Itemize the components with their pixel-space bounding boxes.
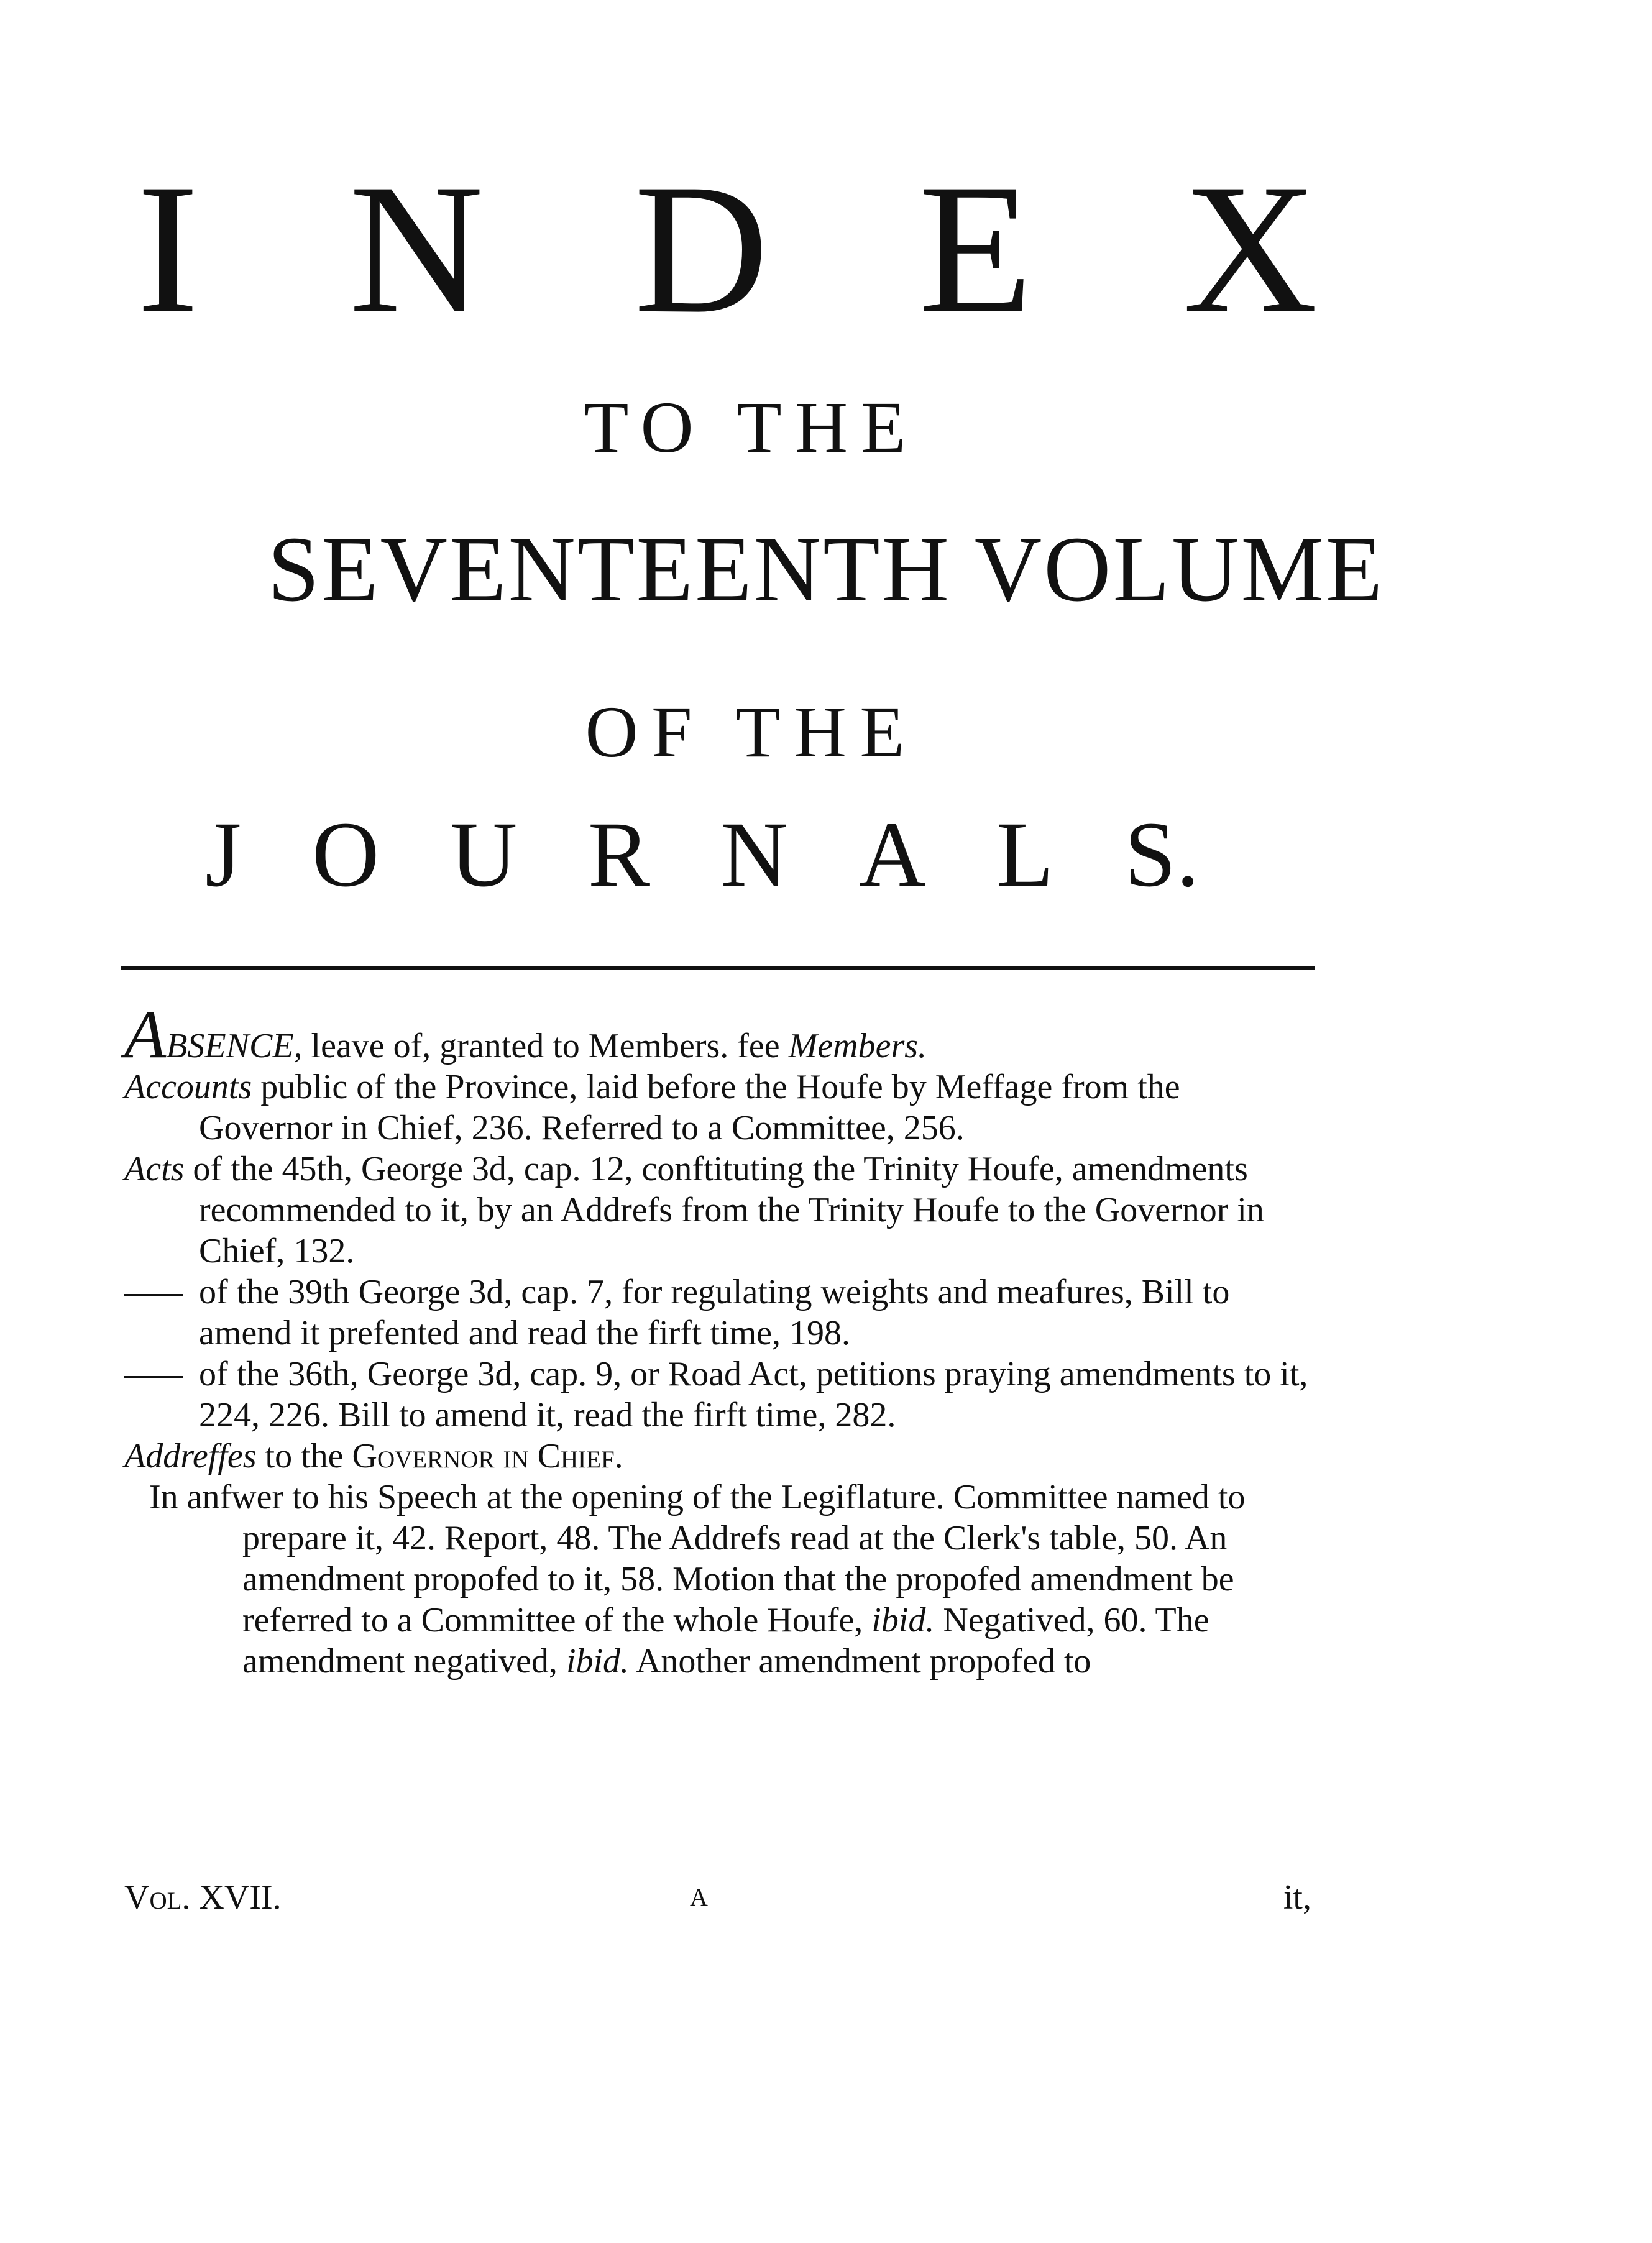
journals-letter: R <box>588 803 651 906</box>
journals-letter: L <box>996 803 1054 906</box>
entry-small-caps: Governor in Chief. <box>352 1437 623 1475</box>
entry-text: Another amendment propofed to <box>629 1642 1091 1681</box>
entry-ibid: ibid. <box>566 1642 630 1681</box>
catchword: it, <box>1283 1878 1311 1917</box>
journals-letter: S. <box>1124 803 1200 906</box>
entry-text: In anfwer to his Speech at the opening of the Legiflature. Committee named to prepare it, 42. Report, 48. The Addrefs read at the Clerk's table, 50. An amendment propofed to it, 58. Motion that the propofed amendment be referred to a Committee of the whole Houfe, <box>149 1478 1246 1640</box>
entry-text: of the 39th George 3d, cap. 7, for regulating weights and meafures, Bill to amend it prefented and read the firft time, 198. <box>199 1273 1230 1352</box>
entry-text: Negatived, 60. The amendment negatived, <box>242 1601 1209 1681</box>
index-entry-acts-continued <box>124 1354 1311 1436</box>
entry-text: to the <box>256 1437 352 1475</box>
volume-number: Vol. XVII. <box>124 1878 282 1917</box>
entry-keyword: BSENCE, <box>166 1027 303 1065</box>
entry-text: public of the Province, laid before the Houfe by Meffage from the Governor in Chief, 236. Referred to a Committee, 256. <box>199 1068 1180 1147</box>
entry-keyword: Addreffes <box>124 1437 257 1475</box>
entry-keyword: Accounts <box>124 1068 252 1106</box>
title-rule <box>121 966 1315 970</box>
journals-letter: A <box>858 803 927 906</box>
entry-ibid: ibid. <box>871 1601 935 1640</box>
to-the-line: TO THE <box>584 387 919 468</box>
journals-letter: N <box>720 803 789 906</box>
of-the-line: OF THE <box>585 691 918 773</box>
index-subentry-speech-answer <box>124 1477 1311 1682</box>
index-entry-absence <box>124 996 1311 1072</box>
entry-cross-reference: Members. <box>788 1027 927 1065</box>
journals-letter: J <box>205 803 242 906</box>
entry-keyword: Acts <box>124 1150 185 1188</box>
journals-letter: O <box>312 803 380 906</box>
index-entry-acts <box>124 1149 1311 1272</box>
index-letter: I <box>137 145 199 352</box>
index-entry-accounts <box>124 1066 1311 1149</box>
index-letter: D <box>633 145 769 352</box>
entry-text: of the 36th, George 3d, cap. 9, or Road Act, petitions praying amendments to it, 224, 226. Bill to amend it, read the firft time, 282. <box>199 1355 1308 1434</box>
index-letter: X <box>1183 145 1318 352</box>
entry-text: of the 45th, George 3d, cap. 12, conftituting the Trinity Houfe, amendments recommended to it, by an Addrefs from the Trinity Houfe to the Governor in Chief, 132. <box>184 1150 1264 1270</box>
index-title <box>137 145 1318 352</box>
index-body <box>124 996 1311 1682</box>
signature-mark: A <box>690 1883 708 1911</box>
journals-title <box>205 803 1200 906</box>
drop-cap: A <box>124 996 167 1072</box>
entry-text: leave of, granted to Members. fee <box>302 1027 789 1065</box>
volume-line: SEVENTEENTH VOLUME <box>267 518 1385 621</box>
index-letter: E <box>919 145 1033 352</box>
index-letter: N <box>349 145 484 352</box>
journals-letter: U <box>450 803 518 906</box>
index-entry-acts-continued <box>124 1272 1311 1354</box>
index-entry-addresses <box>124 1436 1311 1477</box>
